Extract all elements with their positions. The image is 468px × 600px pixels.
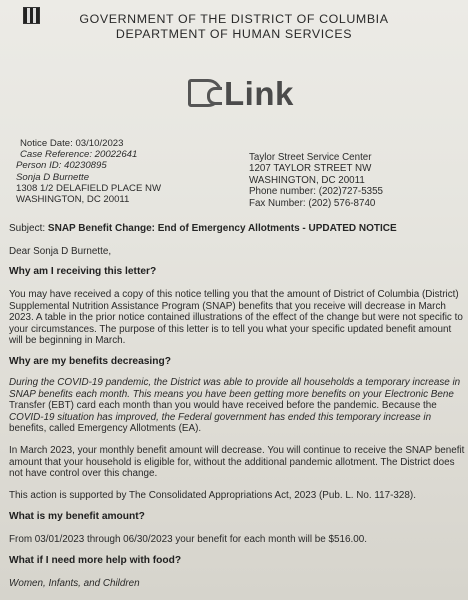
agency-line-2: DEPARTMENT OF HUMAN SERVICES [115, 27, 353, 41]
subject-label: Subject: [9, 223, 46, 234]
heading-benefit-amount: What is my benefit amount? [9, 511, 145, 522]
salutation: Dear Sonja D Burnette, [9, 246, 112, 257]
case-reference: Case Reference: 20022641 [20, 149, 138, 161]
benefit-amount-text: From 03/01/2023 through 06/30/2023 your benefit for each month will be $516.00. [9, 534, 367, 545]
dclink-logo [188, 76, 294, 110]
paragraph-covid: During the COVID-19 pandemic, the District was able to provide all households a temporary increase in SNAP benefits each month. This means you have been getting more benefits on your Electronic Bene Transfer (EBT) card each month than you would have received before the pandemic. Because the COVID-19 situation has improved, the Federal government has ended this temporary increase in benefits, called Emergency Allotments (EA). [9, 377, 461, 435]
paragraph-march-2023: In March 2023, your monthly benefit amount will decrease. You will continue to receive the SNAP benefit amount that your household is eligible for, without the additional pandemic allotment. The District does not have control over this change. [9, 445, 465, 480]
person-id: Person ID: 40230895 [16, 160, 107, 172]
office-address-1: 1207 TAYLOR STREET NW [249, 163, 372, 175]
subject-line [9, 223, 397, 234]
wic-text: Women, Infants, and Children [9, 578, 140, 589]
agency-line-1: GOVERNMENT OF THE DISTRICT OF COLUMBIA [79, 12, 389, 26]
heading-more-help: What if I need more help with food? [9, 555, 182, 566]
paragraph-appropriations: This action is supported by The Consolidated Appropriations Act, 2023 (Pub. L. No. 117-328). [9, 490, 416, 501]
notice-date: Notice Date: 03/10/2023 [20, 138, 124, 149]
recipient-address-1: 1308 1/2 DELAFIELD PLACE NW [16, 182, 162, 194]
office-address-2: WASHINGTON, DC 20011 [249, 174, 365, 186]
paragraph-why-letter: You may have received a copy of this notice telling you that the amount of District of Columbia (District) Supplemental Nutrition Assistance Program (SNAP) benefits that you receive will decrease in March 2023. A table in the prior notice contained illustrations of the effect of the change but were not specific to your circumstances. The purpose of this letter is to tell you what your specific updated benefit amount will be beginning in March. [9, 289, 463, 347]
heading-why-decreasing: Why are my benefits decreasing? [9, 356, 171, 367]
office-block [249, 152, 383, 209]
recipient-name: Sonja D Burnette [16, 171, 90, 183]
subject-text: SNAP Benefit Change: End of Emergency Allotments - UPDATED NOTICE [47, 223, 397, 234]
office-phone: Phone number: (202)727-5355 [249, 186, 383, 198]
office-fax: Fax Number: (202) 576-8740 [249, 197, 376, 209]
dc-logo-mark-icon [188, 79, 222, 107]
recipient-block [16, 138, 161, 205]
heading-why-letter: Why am I receiving this letter? [9, 266, 157, 277]
recipient-address-2: WASHINGTON, DC 20011 [16, 194, 130, 206]
office-name: Taylor Street Service Center [249, 152, 372, 163]
logo-link-text: Link [224, 74, 294, 112]
